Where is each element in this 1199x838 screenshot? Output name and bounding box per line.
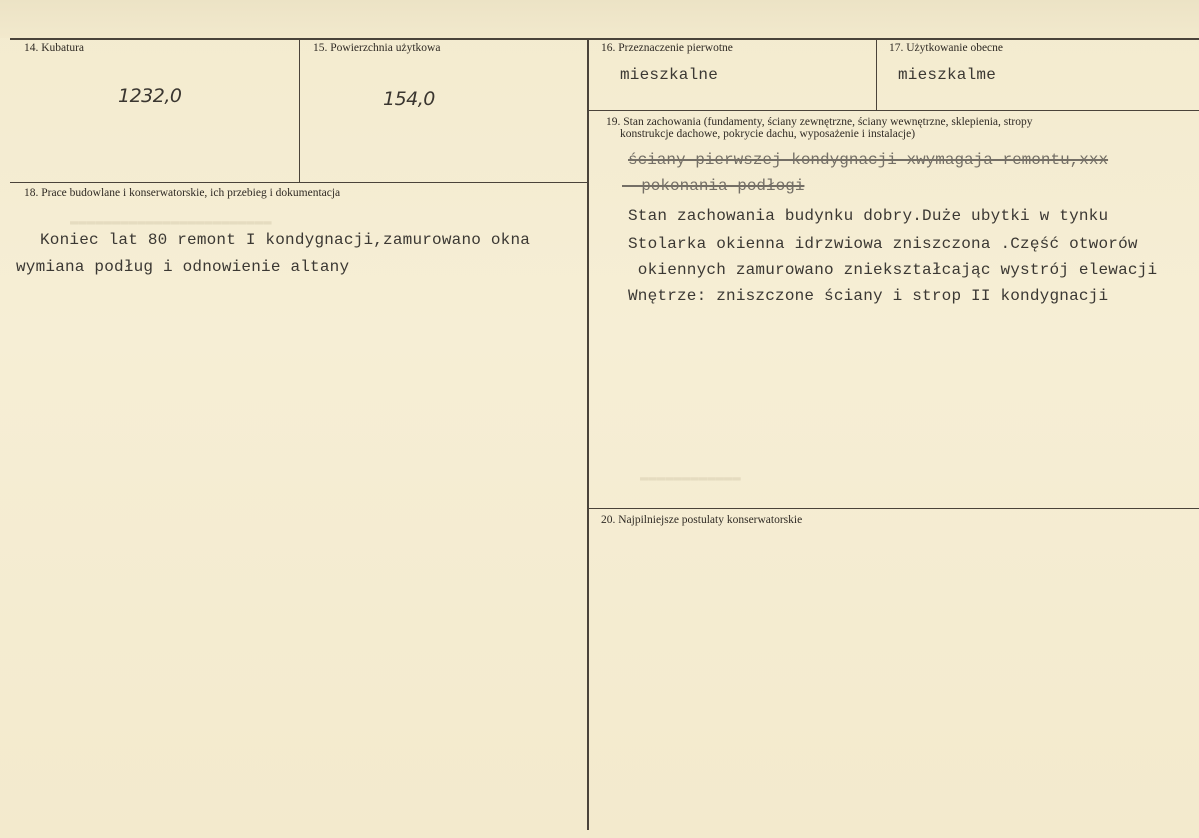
przeznaczenie-value: mieszkalne bbox=[620, 66, 719, 84]
prace-line-1: Koniec lat 80 remont I kondygnacji,zamurowano okna bbox=[40, 231, 531, 249]
divider-row-20 bbox=[589, 508, 1199, 509]
divider-row-18 bbox=[10, 182, 587, 183]
stan-line-3: okiennych zamurowano zniekształcając wystrój elewacji bbox=[628, 261, 1158, 279]
stan-line-4: Wnętrze: zniszczone ściany i strop II kondygnacji bbox=[628, 287, 1109, 305]
stan-struck-line-1: ściany pierwszej kondygnacji xwymagaja remontu,xxx bbox=[628, 151, 1109, 169]
przeznaczenie-label: 16. Przeznaczenie pierwotne bbox=[601, 42, 733, 54]
table-top-border bbox=[10, 38, 1199, 40]
stan-struck-line-2: pokonania podłogi bbox=[622, 177, 805, 195]
stan-label-line-1: 19. Stan zachowania (fundamenty, ściany zewnętrzne, ściany wewnętrzne, sklepienia, stropy bbox=[606, 116, 1033, 128]
stan-line-1: Stan zachowania budynku dobry.Duże ubytki w tynku bbox=[628, 207, 1109, 225]
divider-14-15 bbox=[299, 40, 300, 182]
bleed-through-text: ▬▬▬▬▬▬▬▬▬▬▬▬▬▬▬▬▬▬▬▬▬▬▬▬ bbox=[70, 214, 272, 230]
stan-label-line-2: konstrukcje dachowe, pokrycie dachu, wyposażenie i instalacje) bbox=[620, 128, 916, 140]
uzytkowanie-label: 17. Użytkowanie obecne bbox=[889, 42, 1004, 54]
prace-label: 18. Prace budowlane i konserwatorskie, ich przebieg i dokumentacja bbox=[24, 187, 341, 199]
center-divider bbox=[587, 40, 589, 830]
kubatura-label: 14. Kubatura bbox=[24, 42, 85, 54]
powierzchnia-label: 15. Powierzchnia użytkowa bbox=[313, 42, 441, 54]
divider-row-19 bbox=[589, 110, 1199, 111]
uzytkowanie-value: mieszkalme bbox=[898, 66, 997, 84]
stan-line-2: Stolarka okienna idrzwiowa zniszczona .Część otworów bbox=[628, 235, 1138, 253]
postulaty-label: 20. Najpilniejsze postulaty konserwatorskie bbox=[601, 514, 803, 526]
sheet-top-edge bbox=[0, 0, 1199, 38]
prace-line-2: wymiana podług i odnowienie altany bbox=[16, 258, 350, 276]
powierzchnia-value: 154,0 bbox=[383, 88, 435, 110]
kubatura-value: 1232,0 bbox=[118, 85, 182, 107]
divider-16-17 bbox=[876, 40, 877, 110]
bleed-through-text: ▬▬▬▬▬▬▬▬▬▬▬▬ bbox=[640, 470, 741, 486]
